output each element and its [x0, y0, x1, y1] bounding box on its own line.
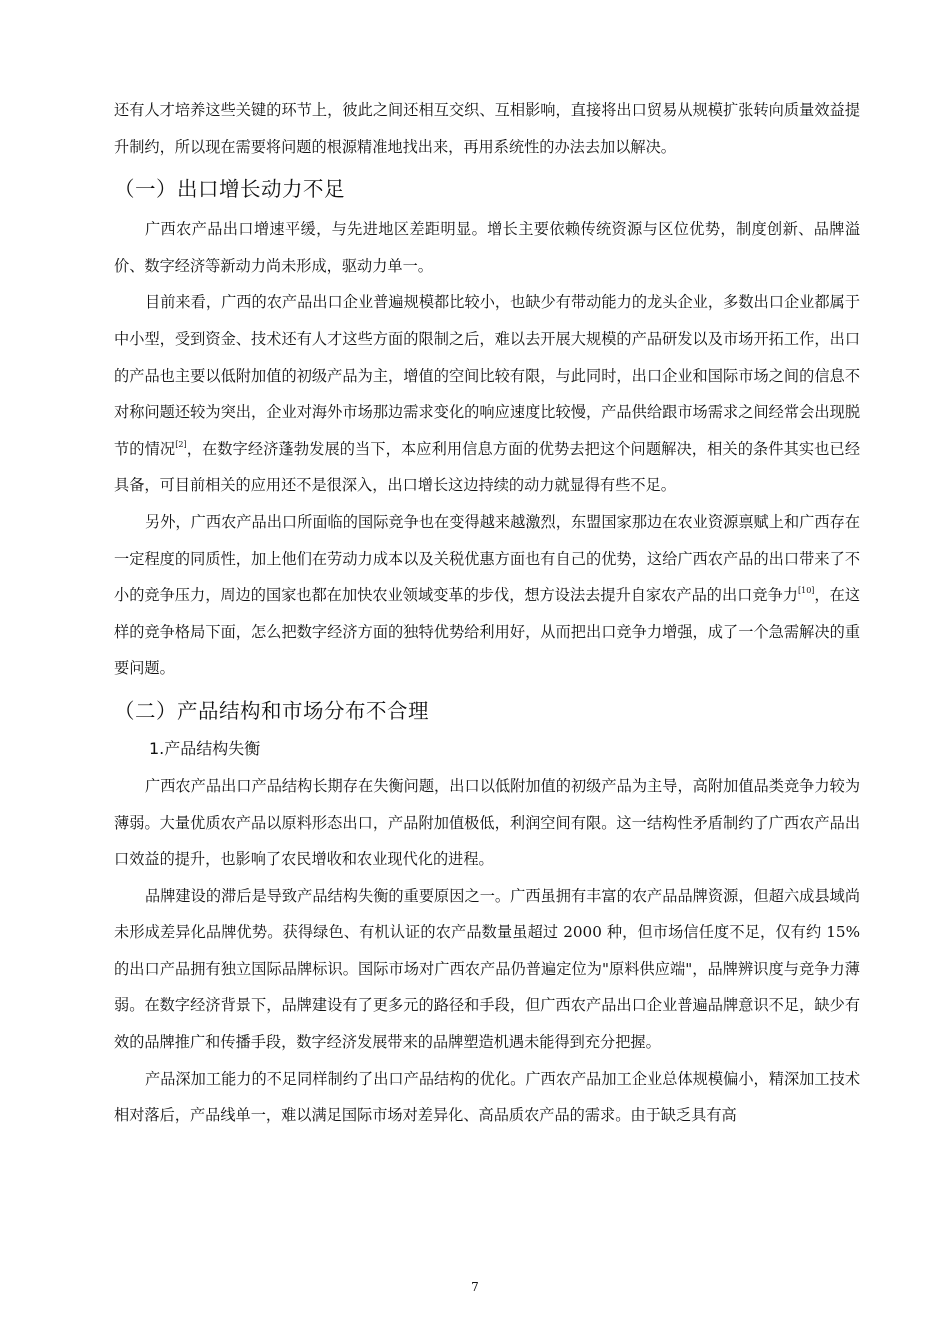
paragraph-enterprise-scale — [114, 284, 860, 504]
citation-marker: [10] — [797, 586, 815, 596]
page-number: 7 — [471, 1280, 479, 1294]
opening-paragraph: 还有人才培养这些关键的环节上，彼此之间还相互交织、互相影响，直接将出口贸易从规模扩张转向质量效益提升制约，所以现在需要将问题的根源精准地找出来，再用系统性的办法去加以解决。 — [114, 101, 860, 156]
section-heading-export-growth: （一）出口增长动力不足 — [114, 177, 345, 202]
paragraph-brand-building: 品牌建设的滞后是导致产品结构失衡的重要原因之一。广西虽拥有丰富的农产品品牌资源，但超六成县域尚未形成差异化品牌优势。获得绿色、有机认证的农产品数量虽超过 2000 种，但市场信任度不足，仅有约 15%的出口产品拥有独立国际品牌标识。国际市场对广西农产品仍普遍定位为"原料供应端"，品牌辨识度与竞争力薄弱。在数字经济背景下，品牌建设有了更多元的路径和手段，但广西农产品出口企业普遍品牌意识不足，缺少有效的品牌推广和传播手段，数字经济发展带来的品牌塑造机遇未能得到充分把握。 — [114, 886, 860, 1052]
paragraph-text: 另外，广西农产品出口所面临的国际竞争也在变得越来越激烈，东盟国家那边在农业资源禀赋上和广西存在一定程度的同质性，加上他们在劳动力成本以及关税优惠方面也有自己的优势，这给广西农产品的出口带来了不小的竞争压力，周边的国家也都在加快农业领域变革的步伐，想方设法去提升自家农产品的出口竞争力 — [114, 512, 860, 605]
paragraph-growth-overview: 广西农产品出口增速平缓，与先进地区差距明显。增长主要依赖传统资源与区位优势，制度创新、品牌溢价、数字经济等新动力尚未形成，驱动力单一。 — [114, 220, 860, 275]
citation-marker: [2] — [175, 439, 187, 449]
paragraph-text: ，在数字经济蓬勃发展的当下，本应利用信息方面的优势去把这个问题解决，相关的条件其实也已经具备，可目前相关的应用还不是很深入，出口增长这边持续的动力就显得有些不足。 — [114, 439, 861, 495]
section-heading-product-structure: （二）产品结构和市场分布不合理 — [114, 698, 429, 723]
paragraph-international-competition — [114, 504, 860, 687]
paragraph-text: 目前来看，广西的农产品出口企业普遍规模都比较小，也缺少有带动能力的龙头企业，多数出口企业都属于中小型，受到资金、技术还有人才这些方面的限制之后，难以去开展大规模的产品研发以及市场开拓工作，出口的产品也主要以低附加值的初级产品为主，增值的空间比较有限，与此同时，出口企业和国际市场之间的信息不对称问题还较为突出，企业对海外市场那边需求变化的响应速度比较慢，产品供给跟市场需求之间经常会出现脱节的情况 — [114, 293, 860, 458]
paragraph-text: ，在这样的竞争格局下面，怎么把数字经济方面的独特优势给利用好，从而把出口竞争力增强，成了一个急需解决的重要问题。 — [114, 586, 861, 678]
subheading-structure-imbalance: 1.产品结构失衡 — [149, 738, 261, 758]
paragraph-structure-imbalance: 广西农产品出口产品结构长期存在失衡问题，出口以低附加值的初级产品为主导，高附加值品类竞争力较为薄弱。大量优质农产品以原料形态出口，产品附加值极低，利润空间有限。这一结构性矛盾制约了广西农产品出口效益的提升，也影响了农民增收和农业现代化的进程。 — [114, 776, 860, 869]
paragraph-deep-processing: 产品深加工能力的不足同样制约了出口产品结构的优化。广西农产品加工企业总体规模偏小，精深加工技术相对落后，产品线单一，难以满足国际市场对差异化、高品质农产品的需求。由于缺乏具有高 — [114, 1069, 860, 1125]
page-body — [114, 92, 860, 1134]
